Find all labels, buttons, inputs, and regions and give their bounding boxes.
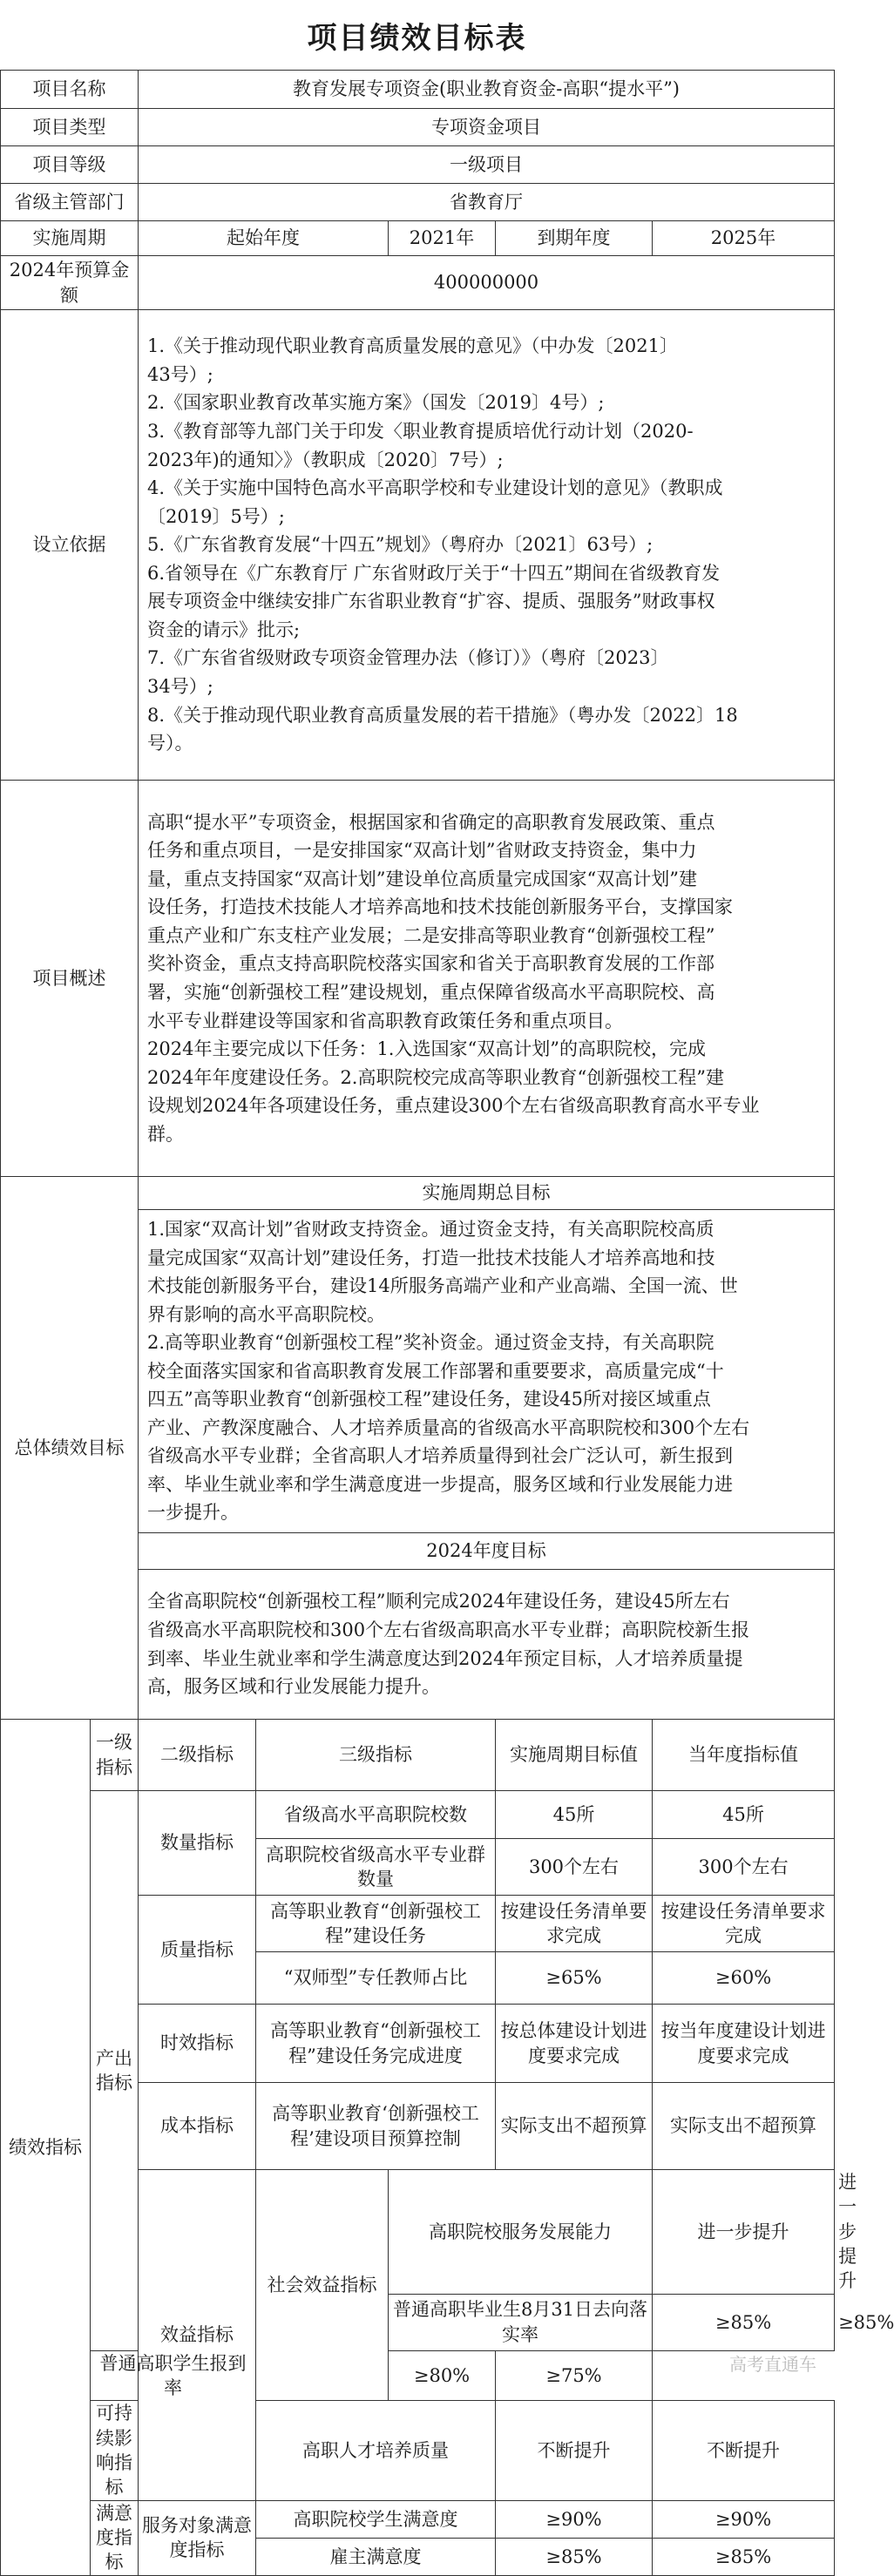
overview-lines — [147, 808, 825, 1149]
paragraph-line: 4.《关于实施中国特色高水平高职学校和专业建设计划的意见》（教职成 — [147, 477, 723, 499]
table-row — [1, 2350, 835, 2401]
project-level-value: 一级项目 — [139, 146, 835, 184]
paragraph-line: 术技能创新服务平台，建设14所服务高端产业和产业高端、全国一流、世 — [147, 1275, 738, 1297]
header-period-value: 实施周期目标值 — [496, 1720, 653, 1791]
indicator-year-value: ≥75% — [496, 2350, 653, 2401]
paragraph-line: 署，实施“创新强校工程”建设规划，重点保障省级高水平高职院校、高 — [147, 982, 715, 1003]
paragraph-line: 7.《广东省省级财政专项资金管理办法（修订）》（粤府〔2023〕 — [147, 647, 669, 669]
header-l1: 一级指标 — [91, 1720, 139, 1791]
row-project-name — [1, 71, 835, 109]
paragraph-line: 任务和重点项目，一是安排国家“双高计划”省财政支持资金，集中力 — [147, 840, 697, 862]
paragraph-line: 重点产业和广东支柱产业发展；二是安排高等职业教育“创新强校工程” — [147, 924, 715, 946]
indicator-year-value: 实际支出不超预算 — [653, 2083, 835, 2170]
overview-text — [139, 781, 835, 1177]
header-year-value: 当年度指标值 — [653, 1720, 835, 1791]
watermark: 高考直通车 — [729, 2354, 816, 2375]
indicator-period-value: 按建设任务清单要求完成 — [496, 1896, 653, 1952]
paragraph-line: 量完成国家“双高计划”建设任务，打造一批技术技能人才培养高地和技 — [147, 1247, 715, 1268]
indicator-year-value: 不断提升 — [653, 2401, 835, 2500]
basis-lines — [147, 332, 825, 757]
paragraph-line: 〔2019〕5号）; — [147, 505, 285, 527]
year-goal-lines — [147, 1587, 825, 1700]
paragraph-line: 5.《广东省教育发展“十四五”规划》（粤府办〔2021〕63号）; — [147, 534, 654, 556]
paragraph-line: 设规划2024年各项建设任务，重点建设300个左右省级高职教育高水平专业 — [147, 1095, 760, 1117]
indicator-name: 高职院校省级高水平专业群数量 — [256, 1839, 496, 1896]
indicator-period-value: 45所 — [496, 1791, 653, 1839]
indicator-period-value: 300个左右 — [496, 1839, 653, 1896]
indicator-period-value: 不断提升 — [496, 2401, 653, 2500]
paragraph-line: 省级高水平专业群；全省高职人才培养质量得到社会广泛认可，新生报到 — [147, 1445, 733, 1467]
indicator-year-value: ≥60% — [653, 1952, 835, 2005]
period-goal-heading: 实施周期总目标 — [139, 1177, 835, 1210]
paragraph-line: 省级高水平高职院校和300个左右省级高职高水平专业群；高职院校新生报 — [147, 1619, 750, 1640]
indicator-period-value: ≥85% — [496, 2538, 653, 2575]
indicator-year-value: 按建设任务清单要求完成 — [653, 1896, 835, 1952]
project-name-value: 教育发展专项资金(职业教育资金-高职“提水平”) — [139, 71, 835, 109]
paragraph-line: 3.《教育部等九部门关于印发〈职业教育提质培优行动计划（2020- — [147, 421, 694, 443]
timeliness-indicator-label: 时效指标 — [139, 2005, 256, 2083]
indicator-name: 省级高水平高职院校数 — [256, 1791, 496, 1839]
basis-label: 设立依据 — [1, 310, 139, 781]
paragraph-line: 高，服务区域和行业发展能力提升。 — [147, 1676, 440, 1698]
paragraph-line: 43号）; — [147, 363, 213, 385]
paragraph-line: 到率、毕业生就业率和学生满意度达到2024年预定目标，人才培养质量提 — [147, 1647, 743, 1669]
paragraph-line: 量，重点支持国家“双高计划”建设单位高质量完成国家“双高计划”建 — [147, 868, 697, 889]
table-row: 普通高职毕业生8月31日去向落实率 ≥85% ≥85% — [1, 2294, 835, 2350]
project-type-value: 专项资金项目 — [139, 109, 835, 146]
indicator-name: 雇主满意度 — [256, 2538, 496, 2575]
paragraph-line: 2.《国家职业教育改革实施方案》（国发〔2019〕4号）; — [147, 392, 605, 414]
paragraph-line: 号）。 — [147, 733, 193, 754]
indicator-year-value: 按当年度建设计划进度要求完成 — [653, 2005, 835, 2083]
cost-indicator-label: 成本指标 — [139, 2083, 256, 2170]
page-title: 项目绩效目标表 — [307, 20, 527, 56]
indicator-period-value: 实际支出不超预算 — [496, 2083, 653, 2170]
end-year-label: 到期年度 — [496, 221, 653, 256]
table-row — [1, 2401, 835, 2500]
service-satisfaction-label: 服务对象满意度指标 — [139, 2500, 256, 2575]
info-table — [0, 70, 894, 2576]
project-name-label: 项目名称 — [1, 71, 139, 109]
paragraph-line: 2024年年度建设任务。2.高职院校完成高等职业教育“创新强校工程”建 — [147, 1066, 724, 1088]
indicator-name: 普通高职毕业生8月31日去向落实率 — [389, 2294, 653, 2350]
indicators-label: 绩效指标 — [1, 1720, 91, 2576]
row-basis — [1, 310, 835, 781]
paragraph-line: 奖补资金，重点支持高职院校落实国家和省关于高职教育发展的工作部 — [147, 953, 715, 975]
year-goal-text — [139, 1570, 835, 1720]
indicator-period-value: ≥85% — [653, 2294, 835, 2350]
satisfaction-indicator-label: 满意度指标 — [91, 2500, 139, 2575]
table-row — [1, 1791, 835, 1839]
department-label: 省级主管部门 — [1, 184, 139, 221]
row-project-type — [1, 109, 835, 146]
start-year-value: 2021年 — [389, 221, 496, 256]
year-goal-heading: 2024年度目标 — [139, 1533, 835, 1570]
social-benefit-label: 社会效益指标 — [256, 2170, 389, 2401]
paragraph-line: 产业、产教深度融合、人才培养质量高的省级高水平高职院校和300个左右 — [147, 1416, 750, 1438]
indicator-period-value: ≥90% — [496, 2500, 653, 2538]
indicator-name: 高职院校服务发展能力 — [389, 2170, 653, 2295]
indicator-period-value: ≥65% — [496, 1952, 653, 2005]
table-row — [1, 2500, 835, 2538]
period-label: 实施周期 — [1, 221, 139, 256]
paragraph-line: 1.《关于推动现代职业教育高质量发展的意见》（中办发〔2021〕 — [147, 335, 678, 357]
budget-value: 400000000 — [139, 256, 835, 310]
indicator-name: “双师型”专任教师占比 — [256, 1952, 496, 2005]
indicator-header-row — [1, 1720, 835, 1791]
indicator-year-value: ≥85% — [653, 2538, 835, 2575]
row-period-goal-heading — [1, 1177, 835, 1210]
paragraph-line: 8.《关于推动现代职业教育高质量发展的若干措施》（粤办发〔2022〕18 — [147, 704, 738, 726]
paragraph-line: 设任务，打造技术技能人才培养高地和技术技能创新服务平台，支撑国家 — [147, 896, 733, 918]
paragraph-line: 1.国家“双高计划”省财政支持资金。通过资金支持，有关高职院校高质 — [147, 1219, 715, 1240]
paragraph-line: 34号）; — [147, 675, 213, 697]
row-department — [1, 184, 835, 221]
paragraph-line: 2.高等职业教育“创新强校工程”奖补资金。通过资金支持，有关高职院 — [147, 1332, 715, 1354]
paragraph-line: 群。 — [147, 1123, 184, 1145]
start-year-label: 起始年度 — [139, 221, 389, 256]
indicator-period-value: 进一步提升 — [653, 2170, 835, 2295]
paragraph-line: 2023年)的通知〉》（教职成〔2020〕7号）; — [147, 449, 504, 470]
row-project-level — [1, 146, 835, 184]
period-goal-lines — [147, 1215, 825, 1527]
paragraph-line: 高职“提水平”专项资金，根据国家和省确定的高职教育发展政策、重点 — [147, 811, 715, 833]
indicator-name: 高等职业教育‘创新强校工程’建设项目预算控制 — [256, 2083, 496, 2170]
paragraph-line: 一步提升。 — [147, 1502, 239, 1524]
department-value: 省教育厅 — [139, 184, 835, 221]
row-period — [1, 221, 835, 256]
paragraph-line: 界有影响的高水平高职院校。 — [147, 1303, 385, 1325]
indicator-year-value: ≥90% — [653, 2500, 835, 2538]
period-goal-text — [139, 1210, 835, 1533]
project-type-label: 项目类型 — [1, 109, 139, 146]
end-year-value: 2025年 — [653, 221, 835, 256]
paragraph-line: 6.省领导在《广东教育厅 广东省财政厅关于“十四五”期间在省级教育发 — [147, 562, 721, 584]
quality-indicator-label: 质量指标 — [139, 1896, 256, 2005]
paragraph-line: 全省高职院校“创新强校工程”顺利完成2024年建设任务，建设45所左右 — [147, 1591, 730, 1613]
overview-label: 项目概述 — [1, 781, 139, 1177]
row-budget — [1, 256, 835, 310]
paragraph-line: 率、毕业生就业率和学生满意度进一步提高，服务区域和行业发展能力进 — [147, 1473, 733, 1495]
indicator-period-value: 按总体建设计划进度要求完成 — [496, 2005, 653, 2083]
header-l2: 二级指标 — [139, 1720, 256, 1791]
indicator-name: 高等职业教育“创新强校工程”建设任务 — [256, 1896, 496, 1952]
paragraph-line: 资金的请示》批示; — [147, 619, 301, 640]
quantity-indicator-label: 数量指标 — [139, 1791, 256, 1896]
indicator-name: 普通高职学生报到率 — [91, 2350, 256, 2401]
indicator-name: 高职人才培养质量 — [256, 2401, 496, 2500]
indicator-year-value: 300个左右 — [653, 1839, 835, 1896]
paragraph-line: 2024年主要完成以下任务：1.入选国家“双高计划”的高职院校，完成 — [147, 1038, 706, 1060]
benefit-indicator-label: 效益指标 — [139, 2170, 256, 2501]
paragraph-line: 四五”高等职业教育“创新强校工程”建设任务，建设45所对接区域重点 — [147, 1389, 711, 1410]
indicator-period-value: ≥80% — [389, 2350, 496, 2401]
row-overview — [1, 781, 835, 1177]
budget-label: 2024年预算金额 — [1, 256, 139, 310]
indicator-year-value: 45所 — [653, 1791, 835, 1839]
paragraph-line: 展专项资金中继续安排广东省职业教育“扩容、提质、强服务”财政事权 — [147, 591, 715, 612]
basis-text — [139, 310, 835, 781]
output-indicator-label: 产出指标 — [91, 1791, 139, 2351]
sustainable-impact-label: 可持续影响指标 — [91, 2401, 139, 2500]
indicator-name: 高等职业教育“创新强校工程”建设任务完成进度 — [256, 2005, 496, 2083]
header-l3: 三级指标 — [256, 1720, 496, 1791]
paragraph-line: 水平专业群建设等国家和省高职教育政策任务和重点项目。 — [147, 1010, 623, 1031]
overall-target-label: 总体绩效目标 — [1, 1177, 139, 1720]
table-row: 效益指标 社会效益指标 高职院校服务发展能力 进一步提升 进一步提升 — [1, 2170, 835, 2295]
project-level-label: 项目等级 — [1, 146, 139, 184]
paragraph-line: 校全面落实国家和省高职教育发展工作部署和重要要求，高质量完成“十 — [147, 1360, 724, 1382]
indicator-name: 高职院校学生满意度 — [256, 2500, 496, 2538]
